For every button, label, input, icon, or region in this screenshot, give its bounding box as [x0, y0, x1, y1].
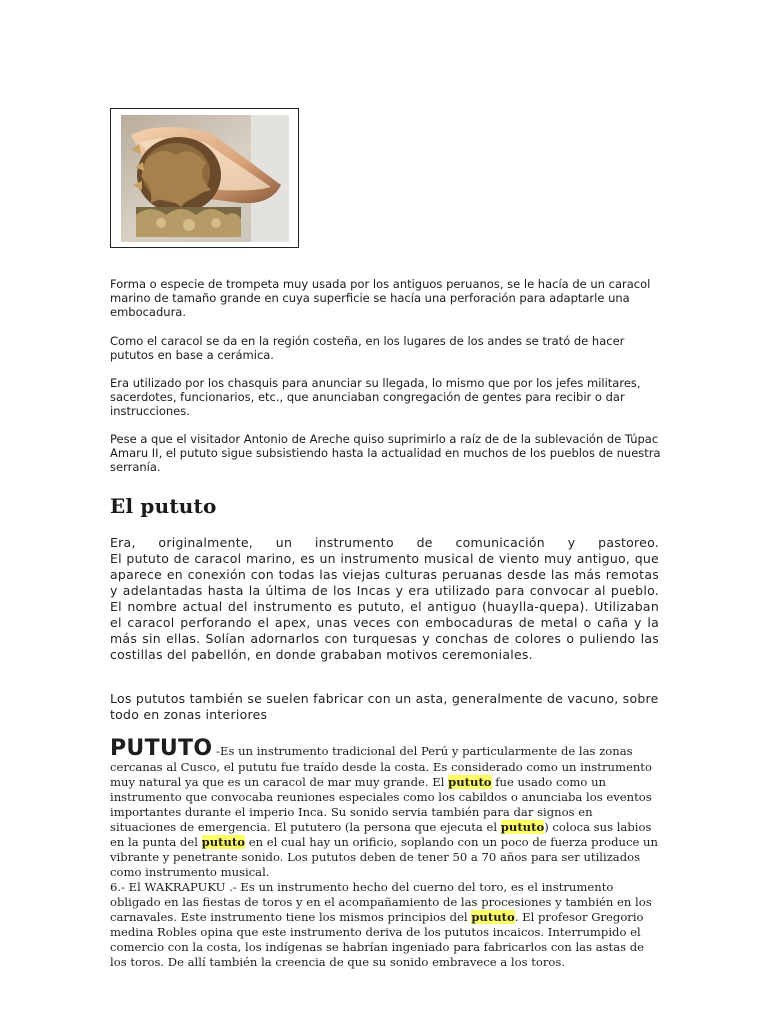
asta-paragraph: Los pututos también se suelen fabricar con un asta, generalmente de vacuno, sobre todo en zonas interiores: [110, 691, 659, 722]
section-paragraph: [110, 535, 659, 663]
pututo-text: ) coloca sus labios en la punta del: [110, 820, 652, 849]
highlighted-word: pututo: [448, 775, 492, 789]
section-heading: El pututo: [110, 494, 217, 518]
pututo-photo: [110, 108, 299, 248]
intro-paragraph-1: Forma o especie de trompeta muy usada por los antiguos peruanos, se le hacía de un caracol marino de tamaño grande en cuya superficie se hacía una perforación para adaptarle una embocadura.: [110, 277, 651, 319]
section-first-line: Era, originalmente, un instrumento de comunicación y pastoreo.: [110, 535, 659, 550]
pututo-text: fue usado como un instrumento que convocaba reuniones especiales como los cabildos o anunciaba los eventos importantes durante el imperio Inca. Su sonido servia también para dar signos en situaciones de emergencia. El pututero (la persona que ejecuta el: [110, 775, 652, 834]
intro-paragraph-3: Era utilizado por los chasquis para anunciar su llegada, lo mismo que por los jefes militares, sacerdotes, funcionarios, etc., que anunciaban congregación de gentes para recibir o dar instrucciones.: [110, 376, 641, 418]
highlighted-word: pututo: [500, 820, 545, 834]
wakrapuku-text: . El profesor Gregorio medina Robles opina que este instrumento deriva de los pututos incaicos. Interrumpido el comercio con la costa, los indígenas se habrían ingeniado para fabricarlos con las astas de los toros. De allí también la creencia de que su sonido embravece a los toros.: [110, 910, 645, 969]
highlighted-word: pututo: [201, 835, 246, 849]
wakrapuku-text: 6.- El WAKRAPUKU .- Es un instrumento hecho del cuerno del toro, es el instrumento obligado en las fiestas de toros y en el acompañamiento de las procesiones y también en los carnavales. Este instrumento tiene los mismos principios del: [110, 880, 652, 924]
pututo-text: en el cual hay un orificio, soplando con un poco de fuerza produce un vibrante y penetrante sonido. Los pututos deben de tener 50 a 70 años para ser utilizados como instrumento musical.: [110, 835, 658, 879]
section-body: El pututo de caracol marino, es un instrumento musical de viento muy antiguo, que aparece en conexión con todas las viejas culturas peruanas desde las más remotas y adelantadas hasta la última de los Incas y era utilizado para convocar al pueblo. El nombre actual del instrumento es pututo, el antiguo (huaylla-quepa). Utilizaban el caracol perforando el apex, unas veces con embocaduras de metal o caña y la más sin ellas. Solían adornarlos con turquesas y conchas de colores o puliendo las costillas del pabellón, en donde grababan motivos ceremoniales.: [110, 551, 659, 662]
pututo-description: [110, 738, 659, 970]
intro-paragraph-4: Pese a que el visitador Antonio de Areche quiso suprimirlo a raíz de de la sublevación de Túpac Amaru II, el pututo sigue subsistiendo hasta la actualidad en muchos de los pueblos de nuestra serranía.: [110, 432, 661, 474]
conch-shell-image: [121, 115, 289, 242]
pututo-text: -Es un instrumento tradicional del Perú y particularmente de las zonas cercanas al Cusco, el pututu fue traído desde la costa. Es considerado como un instrumento muy natural ya que es un caracol de mar muy grande. El: [110, 744, 652, 789]
pututo-title: PUTUTO: [110, 736, 213, 761]
highlighted-word: pututo: [471, 910, 515, 924]
intro-paragraph-2: Como el caracol se da en la región costeña, en los lugares de los andes se trató de hacer pututos en base a cerámica.: [110, 334, 625, 362]
